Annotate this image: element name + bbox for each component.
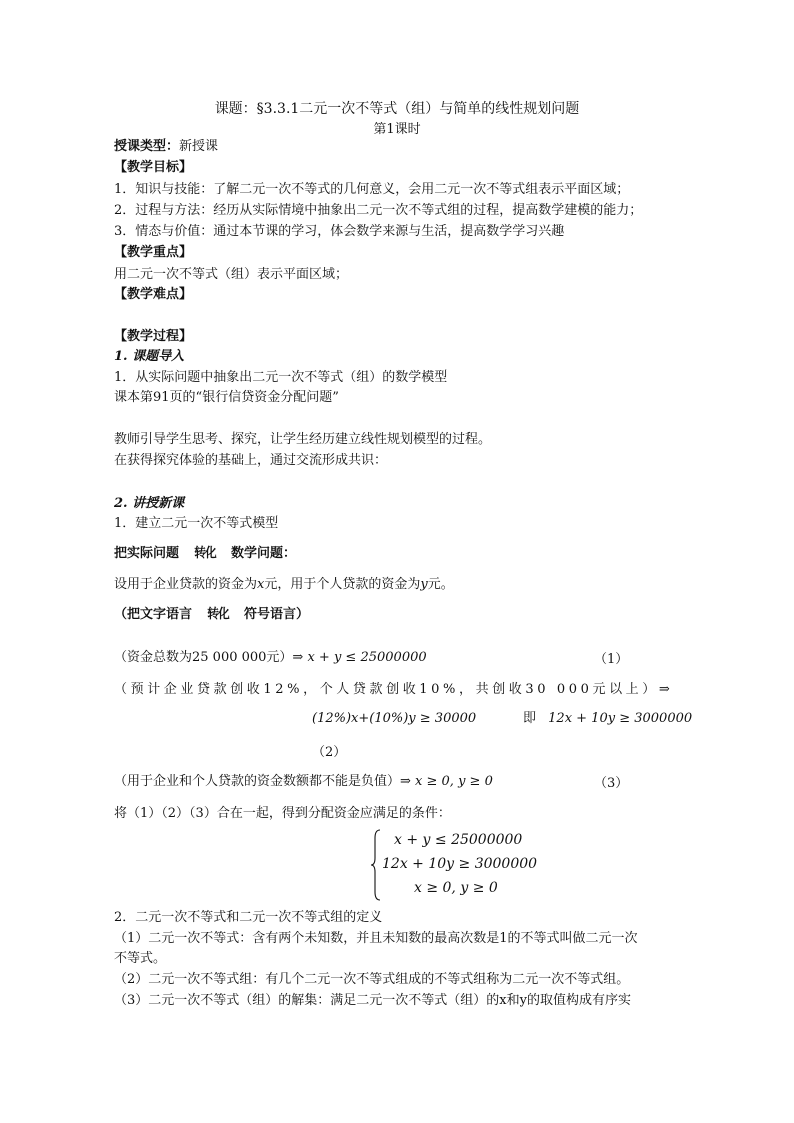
convert1-left: 把实际问题 [114, 546, 180, 561]
cond1-number: （1） [594, 652, 629, 667]
system-row-1: x + y ≤ 25000000 [394, 832, 523, 848]
section2-title: 2. 讲授新课 [114, 496, 185, 511]
process-heading: 【教学过程】 [114, 329, 193, 344]
section1-line-1: 1．从实际问题中抽象出二元一次不等式（组）的数学模型 [114, 370, 448, 385]
cond2-math-a: (12%)x+(10%)y ≥ 30000 [312, 711, 477, 726]
condition-1 [114, 648, 427, 668]
assume-line [114, 575, 454, 595]
key-point-heading: 【教学重点】 [114, 245, 193, 260]
cond3-number: （3） [594, 776, 629, 791]
definition-1: （1）二元一次不等式：含有两个未知数，并且未知数的最高次数是1的不等式叫做二元一次 [114, 931, 638, 946]
cond1-text: （资金总数为25 000 000元）⇒ [114, 650, 304, 665]
section1-line-2: 课本第91页的“银行信贷资金分配问题” [114, 390, 339, 405]
lesson-type-value: 新授课 [179, 139, 219, 154]
cond3-math: x ≥ 0, y ≥ 0 [415, 774, 493, 789]
assume-y: y [420, 577, 428, 592]
convert-line-1 [114, 544, 296, 564]
assume-x: x [257, 577, 265, 592]
page-title: 课题：§3.3.1二元一次不等式（组）与简单的线性规划问题 [214, 101, 580, 117]
assume-post: 元。 [427, 577, 454, 592]
assume-mid: 元，用于个人贷款的资金为 [264, 577, 421, 592]
section1-line-3: 教师引导学生思考、探究，让学生经历建立线性规划模型的过程。 [114, 432, 492, 447]
section2-step2: 2．二元一次不等式和二元一次不等式组的定义 [114, 910, 383, 925]
convert1-arrow: 转化 [194, 546, 216, 561]
page-subtitle: 第1课时 [373, 122, 421, 137]
section2-step1: 1．建立二元一次不等式模型 [114, 516, 279, 531]
cond1-math: x + y ≤ 25000000 [307, 650, 427, 665]
cond2-number: （2） [312, 745, 347, 760]
convert2-right: 符号语言） [244, 607, 310, 622]
convert-line-2 [114, 605, 309, 625]
definition-2: （2）二元一次不等式组：有几个二元一次不等式组成的不等式组称为二元一次不等式组。 [114, 972, 630, 987]
difficult-point-heading: 【教学难点】 [114, 287, 193, 302]
condition-2-math-b [523, 709, 692, 729]
goal-item-1: 1．知识与技能：了解二元一次不等式的几何意义，会用二元一次不等式组表示平面区域； [114, 182, 630, 197]
section1-line-4: 在获得探究体验的基础上，通过交流形成共识： [114, 453, 388, 468]
lesson-type-line [114, 137, 218, 157]
key-point-text: 用二元一次不等式（组）表示平面区域； [114, 267, 349, 282]
cond3-text: （用于企业和个人贷款的资金数额都不能是负值）⇒ [114, 774, 411, 789]
definition-1-cont: 不等式。 [114, 951, 167, 966]
assume-pre: 设用于企业贷款的资金为 [114, 577, 258, 592]
convert1-right: 数学问题： [231, 546, 297, 561]
lesson-type-label: 授课类型： [114, 139, 180, 154]
cond2-math-b: 12x + 10y ≥ 3000000 [548, 711, 693, 726]
condition-2: （预计企业贷款创收12%，个人贷款创收10%，共创收30 000元以上）⇒ [114, 682, 674, 697]
cond2-ji: 即 [523, 711, 537, 726]
goals-heading: 【教学目标】 [114, 160, 193, 175]
combine-line: 将（1）（2）（3）合在一起，得到分配资金应满足的条件： [114, 806, 451, 821]
goal-item-2: 2．过程与方法：经历从实际情境中抽象出二元一次不等式组的过程，提高数学建模的能力； [114, 203, 643, 218]
system-brace [370, 828, 382, 902]
system-row-3: x ≥ 0, y ≥ 0 [414, 880, 498, 896]
convert2-open: （把文字语言 [114, 607, 193, 622]
definition-3: （3）二元一次不等式（组）的解集：满足二元一次不等式（组）的x和y的取值构成有序实 [114, 993, 631, 1008]
goal-item-3: 3．情态与价值：通过本节课的学习，体会数学来源与生活，提高数学学习兴趣 [114, 224, 565, 239]
convert2-arrow: 转化 [207, 607, 229, 622]
condition-3 [114, 772, 493, 792]
system-row-2: 12x + 10y ≥ 3000000 [382, 856, 538, 872]
condition-2-math [312, 709, 476, 729]
section1-title: 1. 课题导入 [114, 349, 185, 364]
